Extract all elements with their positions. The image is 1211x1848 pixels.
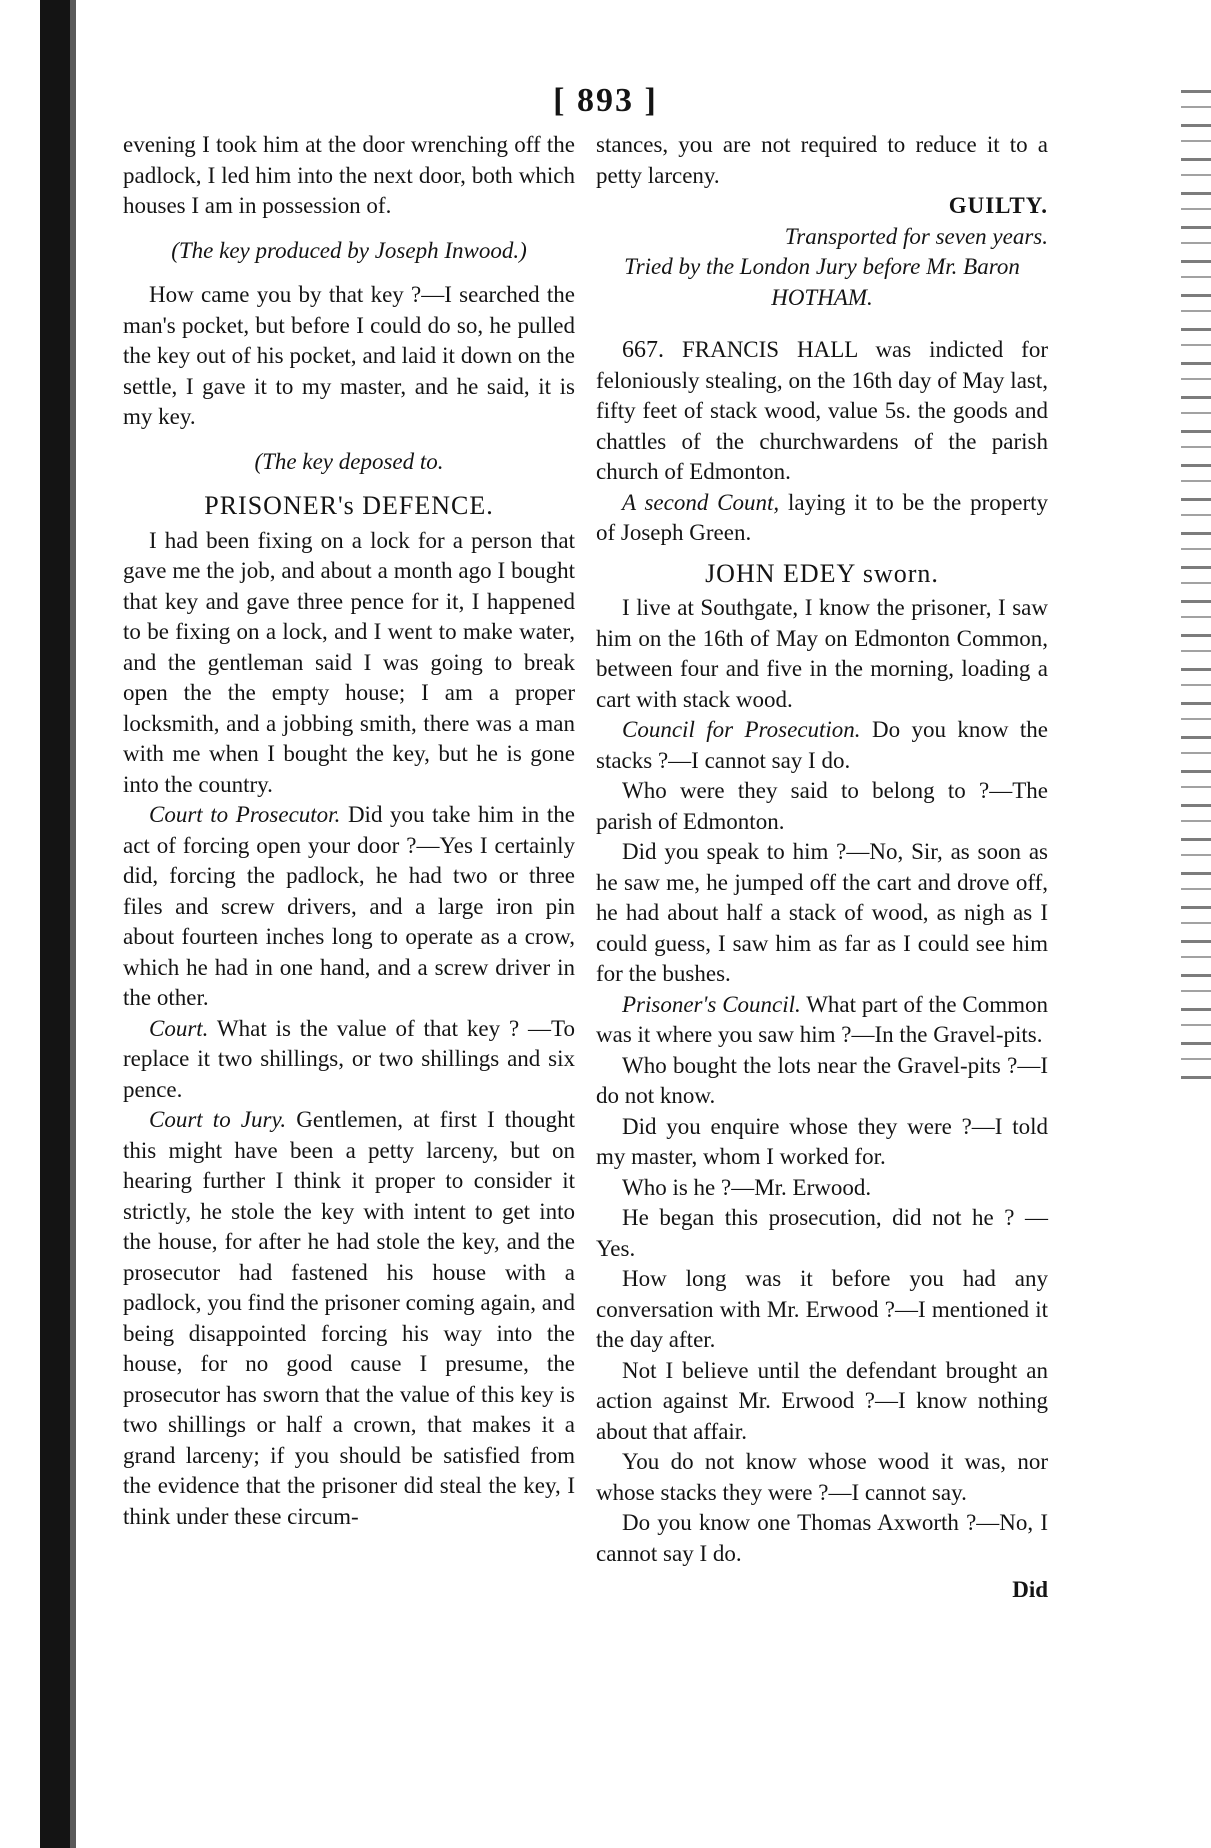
- speaker-label: Court to Prosecutor.: [149, 802, 341, 827]
- tried-before: Tried by the London Jury before Mr. Baron HOTHAM.: [624, 254, 1020, 310]
- catchword: Did: [1012, 1577, 1048, 1602]
- witness-heading: JOHN EDEY sworn.: [705, 558, 939, 588]
- exhibit-caption-1: (The key produced by Joseph Inwood.): [171, 237, 527, 263]
- left-paragraph-court-to-jury: [123, 1105, 575, 1532]
- right-paragraph-1: stances, you are not required to reduce it to a petty larceny.: [596, 132, 1048, 188]
- defence-paragraph: I had been fixing on a lock for a person that gave me the job, and about a month ago I bought that key and gave three pence for it, I happened to be fixing on a lock, and I went to make water, and the gentleman said I was going to break open the the empty house; I am a proper locksmith, and a jobbing smith, there was a man with me when I bought the key, but he is gone into the country.: [123, 527, 575, 797]
- speaker-label: Court.: [149, 1015, 209, 1041]
- scan-binding-edge: [70, 0, 76, 1848]
- case-text: FRANCIS HALL was indicted for feloniously stealing, on the 16th day of May last, fifty feet of stack wood, value 5s. the goods and chattles of the churchwardens of the parish church of Edmonton.: [596, 337, 1048, 484]
- exhibit-caption-2: (The key deposed to.: [254, 448, 444, 474]
- testimony-6: Who bought the lots near the Gravel-pits ?—I do not know.: [596, 1052, 1048, 1108]
- page-number: [ 893 ]: [553, 82, 658, 119]
- testimony-8: Who is he ?—Mr. Erwood.: [622, 1174, 872, 1200]
- testimony-12: You do not know whose wood it was, nor whose stacks they were ?—I cannot say.: [596, 1449, 1048, 1505]
- testimony-13: Do you know one Thomas Axworth ?—No, I cannot say I do.: [596, 1510, 1048, 1566]
- scan-right-edge-noise: [1181, 90, 1211, 1090]
- section-heading-prisoners-defence: PRISONER's DEFENCE.: [204, 491, 494, 520]
- speech-text: What is the value of that key ? —To replace it two shillings, or two shillings and six pence.: [123, 1015, 575, 1102]
- left-paragraph-court: [123, 1014, 575, 1106]
- left-paragraph-2: How came you by that key ?—I searched the man's pocket, but before I could do so, he pulled the key out of his pocket, and laid it down on the settle, I gave it to my master, and he said, it is my key.: [123, 282, 575, 429]
- testimony-council-for-prosecution: [596, 715, 1048, 776]
- speaker-label: Council for Prosecution.: [622, 717, 861, 742]
- left-column: [123, 130, 575, 1532]
- testimony-3: Who were they said to belong to ?—The parish of Edmonton.: [596, 778, 1048, 834]
- case-number: 667.: [622, 337, 664, 363]
- sentence: Transported for seven years.: [784, 223, 1048, 249]
- testimony-prisoners-council: [596, 990, 1048, 1051]
- second-count-text: laying it to be the property of Joseph Green.: [596, 489, 1048, 545]
- testimony-10: How long was it before you had any conversation with Mr. Erwood ?—I mentioned it the day after.: [596, 1266, 1048, 1352]
- left-paragraph-court-to-prosecutor: [123, 800, 575, 1014]
- testimony-11: Not I believe until the defendant brought an action against Mr. Erwood ?—I know nothing about that affair.: [596, 1357, 1048, 1444]
- speech-text: Did you take him in the act of forcing open your door ?—Yes I certainly did, forcing the padlock, he had two or three files and screw drivers, and a large iron pin about fourteen inches long to operate as a crow, which he had in one hand, and a screw driver in the other.: [123, 802, 576, 1010]
- testimony-9: He began this prosecution, did not he ? —Yes.: [596, 1205, 1048, 1261]
- testimony-1: I live at Southgate, I know the prisoner, I saw him on the 16th of May on Edmonton Common, between four and five in the morning, loading a cart with stack wood.: [596, 595, 1048, 712]
- right-column: [596, 130, 1048, 1606]
- scan-binding-shadow: [40, 0, 70, 1848]
- case-entry: [596, 335, 1048, 488]
- left-paragraph-1: evening I took him at the door wrenching off the padlock, I led him into the next door, both which houses I am in possession of.: [123, 132, 575, 218]
- testimony-4: Did you speak to him ?—No, Sir, as soon as he saw me, he jumped off the cart and drove off, he had about half a stack of wood, as nigh as I could guess, I saw him as far as I could see him for the bushes.: [596, 839, 1048, 986]
- testimony-7: Did you enquire whose they were ?—I told my master, whom I worked for.: [596, 1113, 1048, 1169]
- verdict: GUILTY.: [948, 193, 1048, 218]
- speech-text: What part of the Common was it where you saw him ?—In the Gravel-pits.: [596, 991, 1048, 1047]
- speech-text: Gentlemen, at first I thought this might have been a petty larceny, but on hearing further I think it proper to consider it strictly, he stole the key with intent to get into the house, for after he had stole the key, and the prosecutor had fastened his house with a padlock, you find the prisoner coming again, and being disappointed forcing his way into the house, for no good cause I presume, the prosecutor has sworn that the value of this key is two shillings or half a crown, that makes it a grand larceny; if you should be satisfied from the evidence that the prisoner did steal the key, I think under these circum-: [123, 1107, 576, 1529]
- speaker-label: Prisoner's Council.: [622, 991, 801, 1017]
- speaker-label: Court to Jury.: [149, 1107, 287, 1132]
- second-count-label: A second Count,: [622, 489, 780, 515]
- speech-text: Do you know the stacks ?—I cannot say I do.: [596, 717, 1049, 773]
- second-count: [596, 488, 1048, 549]
